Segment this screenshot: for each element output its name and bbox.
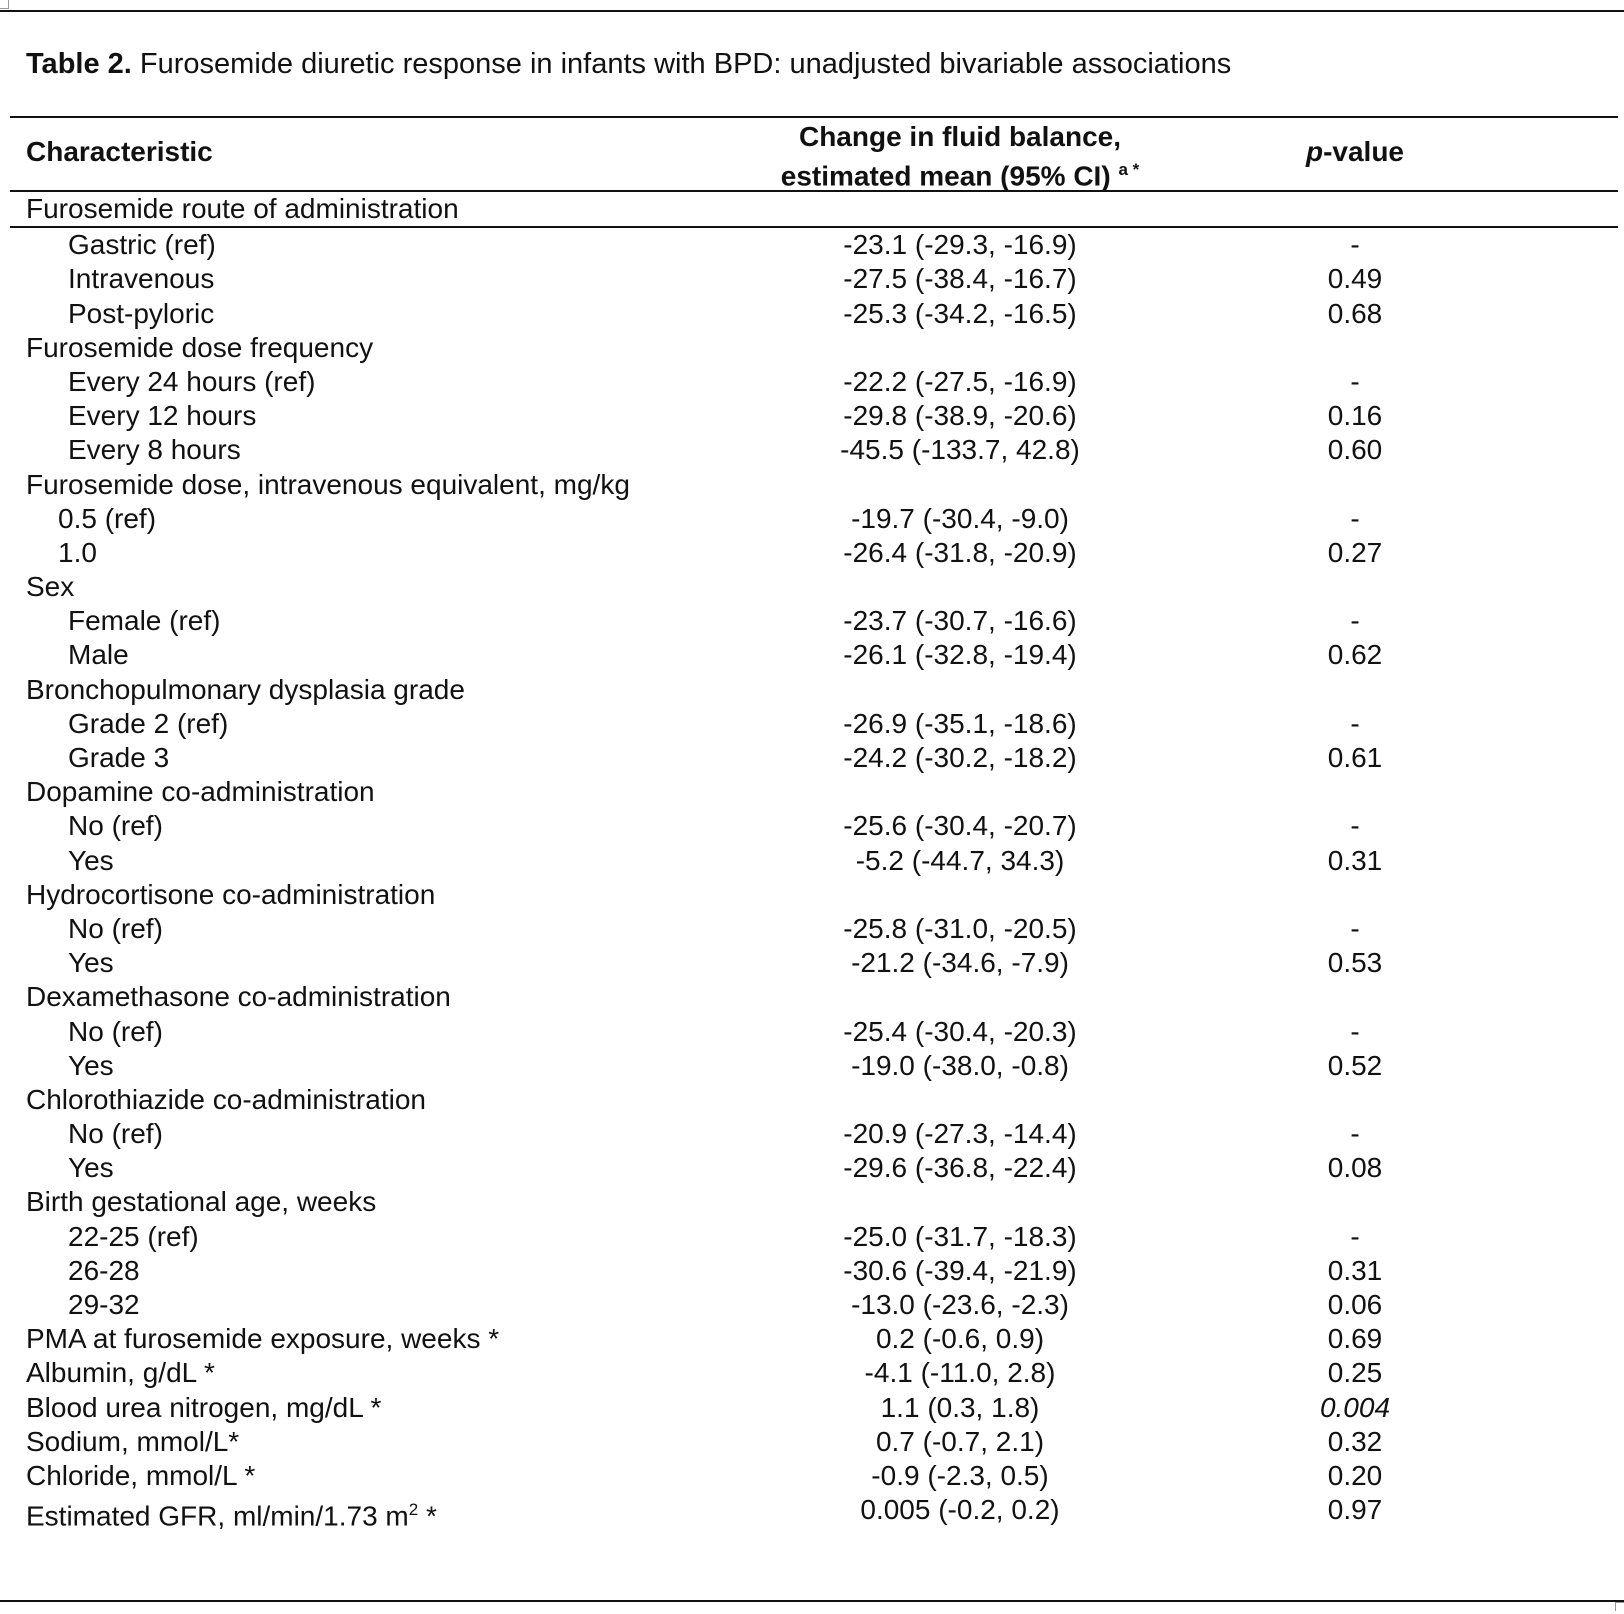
characteristic-label: Chloride, mmol/L * bbox=[26, 1459, 256, 1491]
table-row bbox=[10, 536, 1618, 570]
cell-characteristic bbox=[26, 673, 465, 707]
table-row bbox=[10, 1220, 1618, 1254]
table-row bbox=[10, 1493, 1618, 1532]
header-change-line1: Change in fluid balance, bbox=[798, 121, 1122, 152]
header-change-line2-text: estimated mean (95% CI) bbox=[780, 160, 1119, 192]
corner-mark bbox=[1615, 1602, 1624, 1611]
cell-estimate: -45.5 (-133.7, 42.8) bbox=[840, 434, 1080, 466]
table-row bbox=[10, 946, 1618, 980]
cell-characteristic bbox=[26, 1493, 437, 1533]
table-row bbox=[10, 1288, 1618, 1322]
characteristic-label: Intravenous bbox=[68, 263, 215, 295]
header-p-italic: p bbox=[1305, 136, 1324, 167]
characteristic-label: 29-32 bbox=[68, 1289, 140, 1320]
cell-p-value: 0.68 bbox=[1327, 297, 1383, 329]
table-group-row bbox=[10, 192, 1618, 226]
cell-estimate: -23.7 (-30.7, -16.6) bbox=[843, 605, 1077, 637]
cell-estimate: -21.2 (-34.6, -7.9) bbox=[851, 947, 1069, 979]
characteristic-label: Furosemide dose, intravenous equivalent, mg/kg bbox=[26, 468, 630, 500]
page-top-rule bbox=[0, 10, 1624, 12]
cell-estimate: 0.005 (-0.2, 0.2) bbox=[860, 1494, 1060, 1526]
table-header bbox=[10, 118, 1618, 190]
characteristic-label: Furosemide route of administration bbox=[26, 193, 459, 224]
table-row bbox=[10, 912, 1618, 946]
header-p-value bbox=[1240, 136, 1470, 168]
cell-characteristic bbox=[68, 1015, 163, 1049]
cell-p-value: 0.52 bbox=[1327, 1049, 1383, 1081]
cell-p-value: - bbox=[1350, 1015, 1360, 1047]
cell-estimate: -23.1 (-29.3, -16.9) bbox=[843, 229, 1077, 261]
cell-estimate: 0.7 (-0.7, 2.1) bbox=[875, 1425, 1045, 1457]
cell-p-value: - bbox=[1350, 810, 1360, 842]
cell-estimate: -29.8 (-38.9, -20.6) bbox=[843, 400, 1077, 432]
cell-p-value: 0.27 bbox=[1327, 536, 1383, 568]
cell-p-value: 0.31 bbox=[1327, 844, 1383, 876]
caption-label: Table 2. bbox=[26, 48, 132, 80]
cell-characteristic bbox=[26, 1185, 376, 1219]
characteristic-label: Gastric (ref) bbox=[68, 229, 216, 261]
characteristic-label: Bronchopulmonary dysplasia grade bbox=[26, 673, 465, 705]
header-p-rest: -value bbox=[1323, 136, 1405, 167]
cell-p-value: - bbox=[1350, 707, 1360, 739]
cell-characteristic bbox=[26, 1322, 499, 1356]
table-group-row bbox=[10, 1083, 1618, 1117]
table-row bbox=[10, 1254, 1618, 1288]
header-change bbox=[690, 120, 1230, 192]
table-group-row bbox=[10, 570, 1618, 604]
cell-characteristic bbox=[26, 980, 451, 1014]
characteristic-label: No (ref) bbox=[68, 810, 163, 842]
page-bottom-rule bbox=[0, 1600, 1624, 1602]
cell-characteristic bbox=[68, 809, 163, 843]
cell-estimate: -19.0 (-38.0, -0.8) bbox=[851, 1049, 1069, 1081]
cell-estimate: -0.9 (-2.3, 0.5) bbox=[871, 1459, 1049, 1491]
header-change-line2 bbox=[690, 153, 1230, 192]
cell-characteristic bbox=[68, 844, 114, 878]
characteristic-label: Grade 2 (ref) bbox=[68, 707, 229, 739]
cell-characteristic bbox=[26, 775, 375, 809]
cell-characteristic bbox=[26, 878, 435, 912]
cell-estimate: -19.7 (-30.4, -9.0) bbox=[851, 502, 1069, 534]
caption-text: Furosemide diuretic response in infants with BPD: unadjusted bivariable associations bbox=[131, 48, 1232, 80]
cell-characteristic bbox=[58, 536, 97, 570]
table-group-row bbox=[10, 878, 1618, 912]
characteristic-label: Yes bbox=[68, 947, 114, 979]
cell-characteristic bbox=[68, 433, 241, 467]
cell-estimate: -25.3 (-34.2, -16.5) bbox=[843, 297, 1077, 329]
cell-p-value: 0.62 bbox=[1327, 639, 1383, 671]
characteristic-label: Male bbox=[68, 639, 129, 671]
table-row bbox=[10, 502, 1618, 536]
cell-estimate: -25.8 (-31.0, -20.5) bbox=[843, 912, 1077, 944]
cell-characteristic bbox=[68, 912, 163, 946]
characteristic-label: 26-28 bbox=[68, 1254, 140, 1286]
characteristic-label: Dexamethasone co-administration bbox=[26, 981, 451, 1013]
label-footnote-mark: * bbox=[418, 1500, 437, 1532]
cell-characteristic bbox=[68, 297, 214, 331]
cell-characteristic bbox=[26, 192, 459, 226]
table-row bbox=[10, 707, 1618, 741]
cell-estimate: -30.6 (-39.4, -21.9) bbox=[843, 1254, 1077, 1286]
cell-p-value: - bbox=[1350, 229, 1360, 261]
cell-p-value: 0.97 bbox=[1327, 1494, 1383, 1526]
cell-characteristic bbox=[26, 1425, 239, 1459]
cell-characteristic bbox=[68, 1288, 140, 1322]
characteristic-label: Yes bbox=[68, 1049, 114, 1081]
table-row bbox=[10, 228, 1618, 262]
cell-estimate: -24.2 (-30.2, -18.2) bbox=[843, 742, 1077, 773]
characteristic-label: Sodium, mmol/L* bbox=[26, 1425, 240, 1457]
characteristic-label: Estimated GFR, ml/min/1.73 m bbox=[26, 1500, 409, 1532]
cell-characteristic bbox=[68, 1151, 114, 1185]
cell-p-value: 0.004 bbox=[1319, 1391, 1391, 1423]
table-row bbox=[10, 638, 1618, 672]
characteristic-label: No (ref) bbox=[68, 912, 163, 944]
cell-characteristic bbox=[68, 707, 228, 741]
table-row bbox=[10, 1459, 1618, 1493]
cell-characteristic bbox=[68, 741, 169, 775]
cell-estimate: -25.0 (-31.7, -18.3) bbox=[843, 1220, 1077, 1252]
cell-p-value: 0.60 bbox=[1327, 434, 1383, 466]
cell-characteristic bbox=[68, 946, 114, 980]
cell-p-value: 0.69 bbox=[1327, 1323, 1383, 1355]
characteristic-label: No (ref) bbox=[68, 1015, 163, 1047]
cell-characteristic bbox=[26, 331, 373, 365]
cell-p-value: - bbox=[1350, 1220, 1360, 1252]
cell-characteristic bbox=[26, 1083, 426, 1117]
cell-p-value: 0.53 bbox=[1327, 947, 1383, 979]
header-characteristic: Characteristic bbox=[26, 136, 213, 167]
cell-p-value: 0.31 bbox=[1327, 1254, 1383, 1286]
cell-p-value: 0.16 bbox=[1327, 400, 1383, 432]
cell-characteristic bbox=[68, 1220, 199, 1254]
cell-estimate: -20.9 (-27.3, -14.4) bbox=[843, 1118, 1077, 1150]
cell-p-value: 0.25 bbox=[1327, 1357, 1383, 1389]
table-row bbox=[10, 1151, 1618, 1185]
cell-estimate: 1.1 (0.3, 1.8) bbox=[880, 1391, 1040, 1423]
cell-estimate: -26.1 (-32.8, -19.4) bbox=[843, 639, 1077, 671]
cell-p-value: 0.06 bbox=[1327, 1289, 1383, 1320]
table-group-row bbox=[10, 468, 1618, 502]
cell-p-value: - bbox=[1350, 365, 1360, 397]
characteristic-label: PMA at furosemide exposure, weeks * bbox=[26, 1323, 500, 1355]
cell-characteristic bbox=[68, 604, 220, 638]
table-row bbox=[10, 809, 1618, 843]
table-row bbox=[10, 1117, 1618, 1151]
characteristic-label: Sex bbox=[26, 571, 75, 603]
cell-characteristic bbox=[68, 262, 214, 296]
cell-characteristic bbox=[58, 502, 156, 536]
cell-estimate: -5.2 (-44.7, 34.3) bbox=[855, 844, 1065, 876]
characteristic-label: No (ref) bbox=[68, 1118, 163, 1150]
table-row bbox=[10, 1425, 1618, 1459]
cell-characteristic bbox=[68, 399, 256, 433]
cell-p-value: - bbox=[1350, 605, 1360, 637]
characteristic-label: 22-25 (ref) bbox=[68, 1220, 199, 1252]
table-group-row bbox=[10, 980, 1618, 1014]
characteristic-label: Birth gestational age, weeks bbox=[26, 1186, 377, 1218]
cell-characteristic bbox=[26, 1391, 381, 1425]
results-table bbox=[10, 116, 1618, 1532]
characteristic-label: Chlorothiazide co-administration bbox=[26, 1083, 426, 1115]
characteristic-label: Albumin, g/dL * bbox=[26, 1357, 215, 1389]
characteristic-label: Every 8 hours bbox=[68, 434, 241, 466]
table-row bbox=[10, 399, 1618, 433]
table-group-row bbox=[10, 331, 1618, 365]
cell-characteristic bbox=[68, 1254, 140, 1288]
cell-characteristic bbox=[68, 1049, 114, 1083]
characteristic-label: Grade 3 bbox=[68, 742, 170, 773]
label-superscript: 2 bbox=[408, 1500, 419, 1520]
table-row bbox=[10, 1356, 1618, 1390]
cell-estimate: -25.4 (-30.4, -20.3) bbox=[843, 1015, 1077, 1047]
table-row bbox=[10, 604, 1618, 638]
cell-estimate: -22.2 (-27.5, -16.9) bbox=[843, 365, 1077, 397]
cell-estimate: 0.2 (-0.6, 0.9) bbox=[875, 1323, 1045, 1355]
characteristic-label: Blood urea nitrogen, mg/dL * bbox=[26, 1391, 382, 1423]
characteristic-label: Every 24 hours (ref) bbox=[68, 365, 316, 397]
characteristic-label: Hydrocortisone co-administration bbox=[26, 878, 436, 910]
cell-characteristic bbox=[26, 468, 630, 502]
table-row bbox=[10, 1322, 1618, 1356]
cell-estimate: -26.4 (-31.8, -20.9) bbox=[843, 536, 1077, 568]
characteristic-label: 0.5 (ref) bbox=[58, 502, 157, 534]
cell-estimate: -25.6 (-30.4, -20.7) bbox=[843, 810, 1077, 842]
table-body bbox=[10, 192, 1618, 1532]
cell-characteristic bbox=[26, 1459, 255, 1493]
cell-p-value: - bbox=[1350, 912, 1360, 944]
cell-characteristic bbox=[26, 1356, 215, 1390]
characteristic-label: Every 12 hours bbox=[68, 400, 257, 432]
table-row bbox=[10, 297, 1618, 331]
cell-characteristic bbox=[68, 638, 129, 672]
cell-estimate: -26.9 (-35.1, -18.6) bbox=[843, 707, 1077, 739]
cell-characteristic bbox=[68, 228, 216, 262]
cell-p-value: - bbox=[1350, 502, 1360, 534]
cell-p-value: 0.20 bbox=[1327, 1459, 1383, 1491]
characteristic-label: Yes bbox=[68, 844, 114, 876]
characteristic-label: 1.0 bbox=[58, 536, 97, 568]
cell-p-value: 0.08 bbox=[1327, 1152, 1383, 1184]
cell-characteristic bbox=[26, 570, 74, 604]
table-row bbox=[10, 1049, 1618, 1083]
cell-p-value: 0.32 bbox=[1327, 1425, 1383, 1457]
characteristic-label: Post-pyloric bbox=[68, 297, 215, 329]
table-row bbox=[10, 262, 1618, 296]
table-group-row bbox=[10, 673, 1618, 707]
cell-p-value: 0.49 bbox=[1327, 263, 1383, 295]
cell-p-value: - bbox=[1350, 1118, 1360, 1150]
cell-estimate: -27.5 (-38.4, -16.7) bbox=[843, 263, 1077, 295]
header-change-footnote: a * bbox=[1118, 160, 1140, 179]
corner-mark bbox=[0, 0, 9, 9]
cell-estimate: -13.0 (-23.6, -2.3) bbox=[851, 1289, 1069, 1320]
table-row bbox=[10, 1391, 1618, 1425]
characteristic-label: Female (ref) bbox=[68, 605, 221, 637]
table-row bbox=[10, 365, 1618, 399]
table-row bbox=[10, 844, 1618, 878]
cell-estimate: -29.6 (-36.8, -22.4) bbox=[843, 1152, 1077, 1184]
cell-characteristic bbox=[68, 365, 315, 399]
table-row bbox=[10, 1015, 1618, 1049]
table-caption bbox=[26, 46, 1231, 82]
cell-estimate: -4.1 (-11.0, 2.8) bbox=[864, 1357, 1056, 1389]
characteristic-label: Furosemide dose frequency bbox=[26, 331, 374, 363]
table-row bbox=[10, 741, 1618, 775]
characteristic-label: Dopamine co-administration bbox=[26, 776, 375, 808]
characteristic-label: Yes bbox=[68, 1152, 114, 1184]
table-group-row bbox=[10, 1185, 1618, 1219]
cell-characteristic bbox=[68, 1117, 163, 1151]
table-row bbox=[10, 433, 1618, 467]
table-group-row bbox=[10, 775, 1618, 809]
cell-p-value: 0.61 bbox=[1327, 742, 1383, 773]
